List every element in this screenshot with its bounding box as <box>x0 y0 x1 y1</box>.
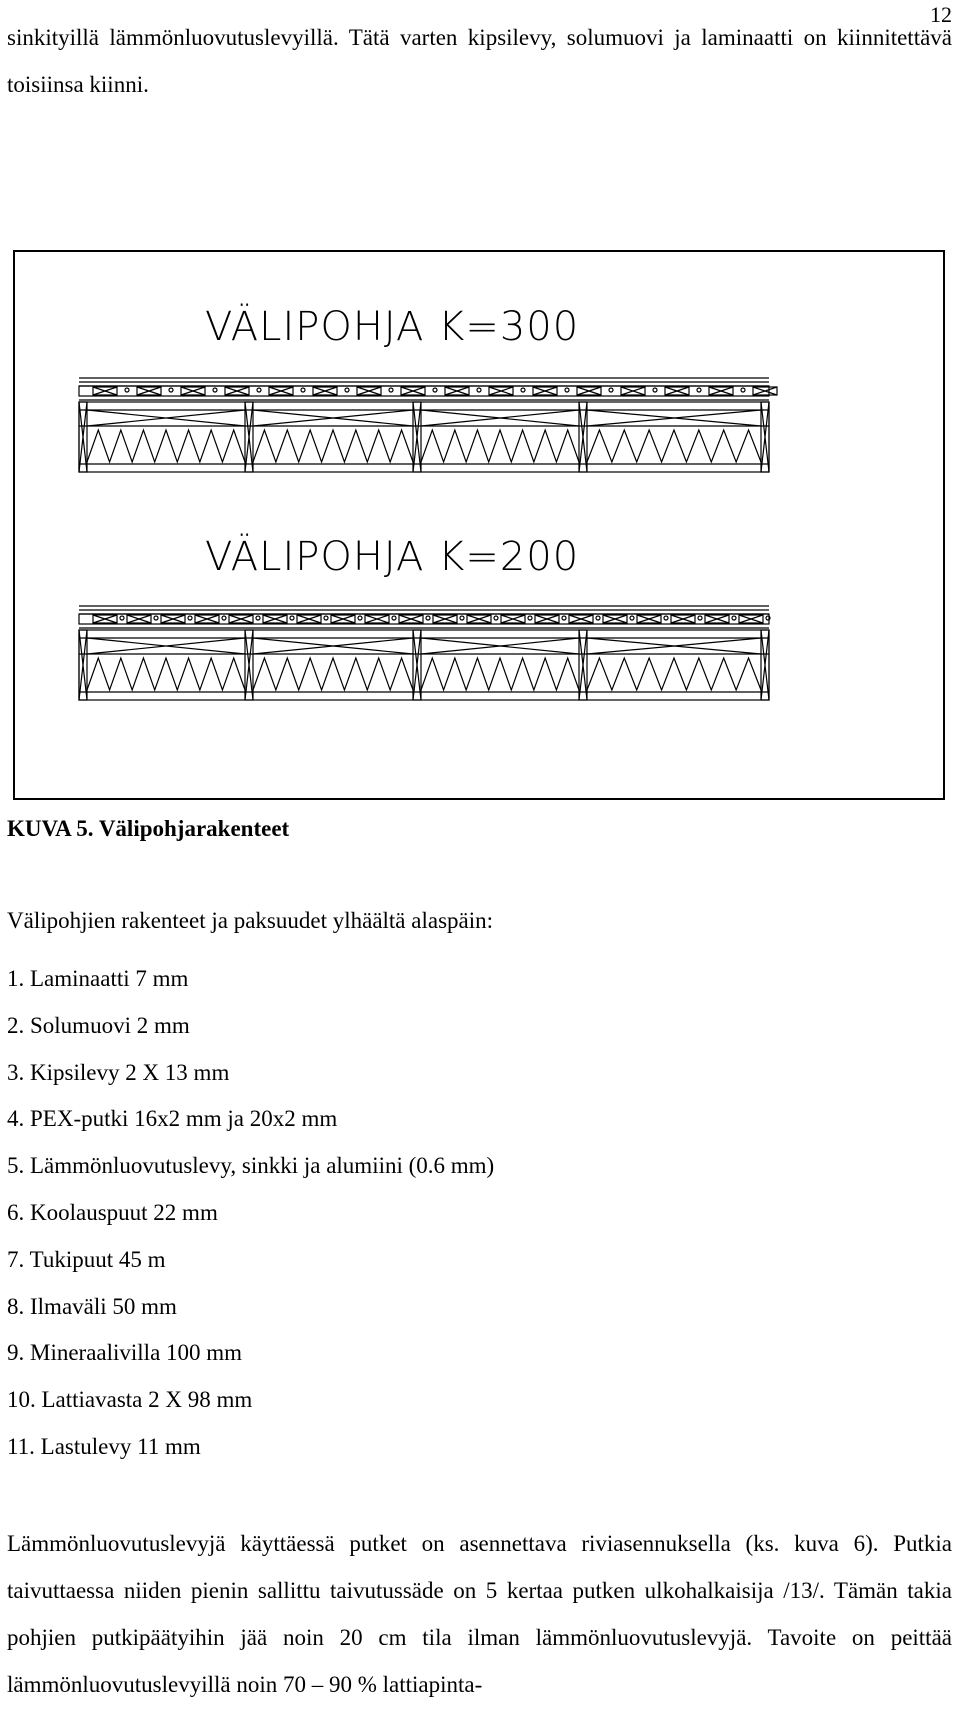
mineral-wool <box>587 430 761 462</box>
layers-intro: Välipohjien rakenteet ja paksuudet ylhäältä alaspäin: <box>7 908 494 933</box>
pex-pipe <box>653 388 657 392</box>
layer-item: 9. Mineraalivilla 100 mm <box>7 1340 243 1366</box>
figure-title-k200: VÄLIPOHJA K=200 <box>205 534 580 580</box>
pex-pipe <box>169 388 173 392</box>
layer-item: 7. Tukipuut 45 m <box>7 1246 166 1272</box>
joist-zone <box>79 402 769 472</box>
pex-pipe <box>609 388 613 392</box>
layer-item: 4. PEX-putki 16x2 mm ja 20x2 mm <box>7 1106 338 1132</box>
layer-item: 6. Koolauspuut 22 mm <box>7 1199 218 1225</box>
mineral-wool <box>87 430 245 462</box>
pex-pipe <box>125 388 129 392</box>
layer-item: 1. Laminaatti 7 mm <box>7 966 189 991</box>
pex-pipe <box>324 616 328 620</box>
page-number: 12 <box>930 2 952 27</box>
pex-pipe <box>741 388 745 392</box>
pex-pipe <box>290 616 294 620</box>
pex-pipe <box>698 616 702 620</box>
pex-pipe <box>732 616 736 620</box>
pex-pipe <box>426 616 430 620</box>
pex-pipe <box>528 616 532 620</box>
pex-pipe <box>154 616 158 620</box>
pex-pipe <box>345 388 349 392</box>
mineral-wool <box>587 658 761 690</box>
joist-zone <box>79 630 769 700</box>
mineral-wool <box>87 658 245 690</box>
pex-pipe <box>213 388 217 392</box>
pex-pipe <box>392 616 396 620</box>
figure-frame <box>13 250 945 800</box>
mineral-wool <box>421 430 579 462</box>
figure-title-k300: VÄLIPOHJA K=300 <box>205 304 580 350</box>
layer-item: 5. Lämmönluovutuslevy, sinkki ja alumiini (0.6 mm) <box>7 1153 495 1179</box>
pex-pipe <box>256 616 260 620</box>
mineral-wool <box>253 658 413 690</box>
pex-pipe <box>562 616 566 620</box>
layer-item: 8. Ilmaväli 50 mm <box>7 1293 177 1319</box>
pex-pipe <box>664 616 668 620</box>
layer-item: 2. Solumuovi 2 mm <box>7 1012 190 1038</box>
pex-pipe <box>188 616 192 620</box>
mineral-wool <box>253 430 413 462</box>
floor-section-k300 <box>69 374 779 476</box>
layers-list <box>7 956 494 1471</box>
layer-item: 10. Lattiavasta 2 X 98 mm <box>7 1387 253 1413</box>
figure-caption: KUVA 5. Välipohjarakenteet <box>7 816 290 841</box>
pex-pipe <box>565 388 569 392</box>
pex-pipe <box>697 388 701 392</box>
pex-pipe <box>389 388 393 392</box>
pex-pipe <box>358 616 362 620</box>
pex-pipe <box>433 388 437 392</box>
outro-paragraph: Lämmönluovutuslevyjä käyttäessä putket on asennettava riviasennuksella (ks. kuva 6). Putkia taivuttaessa niiden pienin sallittu taivutussäde on 5 kertaa putken ulkohalkaisija /13/. Tämän takia pohjien putkipäätyihin jää noin 20 cm tila ilman lämmönluovutuslevyjä. Tavoite on peittää lämmönluovutuslevyillä noin 70 – 90 % lattiapinta- <box>7 1531 952 1697</box>
layer-item: 3. Kipsilevy 2 X 13 mm <box>7 1059 230 1085</box>
pex-pipe <box>596 616 600 620</box>
pex-pipe <box>301 388 305 392</box>
pex-pipe <box>222 616 226 620</box>
intro-paragraph: sinkityillä lämmönluovutuslevyillä. Tätä varten kipsilevy, solumuovi ja laminaatti on kiinnitettävä toisiinsa kiinni. <box>7 25 952 97</box>
pex-pipe <box>494 616 498 620</box>
mineral-wool <box>421 658 579 690</box>
pex-pipe <box>521 388 525 392</box>
pex-pipe <box>120 616 124 620</box>
floor-section-k200 <box>69 602 779 704</box>
pex-pipe <box>477 388 481 392</box>
layer-item: 11. Lastulevy 11 mm <box>7 1433 201 1459</box>
pex-pipe <box>766 616 770 620</box>
pex-pipe <box>630 616 634 620</box>
pex-pipe <box>257 388 261 392</box>
pex-pipe <box>460 616 464 620</box>
